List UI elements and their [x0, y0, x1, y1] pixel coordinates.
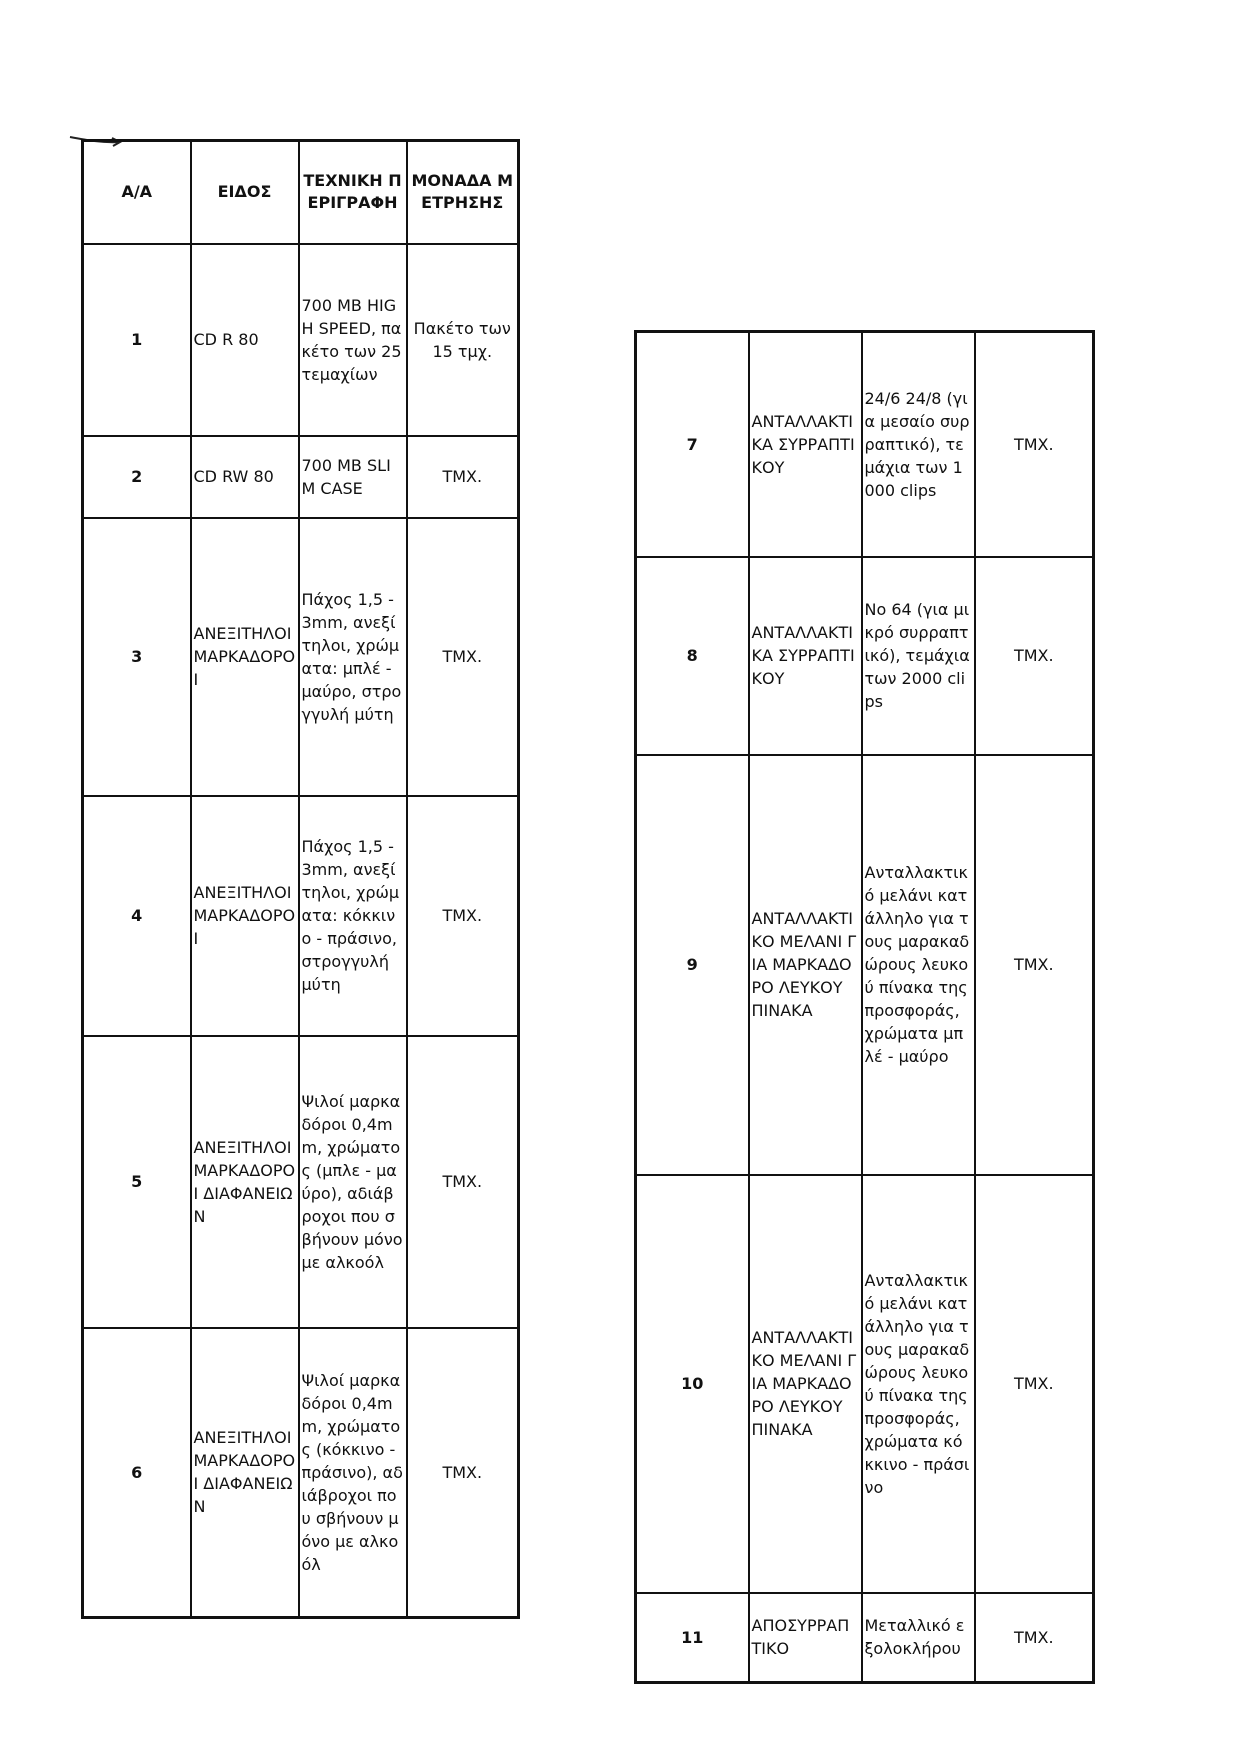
header-item: ΕΙΔΟΣ [191, 141, 299, 244]
row-description: Πάχος 1,5 - 3mm, ανεξίτηλοι, χρώματα: κόκκινο - πράσινο, στρογγυλή μύτη [299, 796, 407, 1036]
header-aa: Α/Α [83, 141, 191, 244]
row-item: ΑΝΤΑΛΛΑΚΤΙΚΑ ΣΥΡΡΑΠΤΙΚΟΥ [749, 332, 862, 557]
row-number: 5 [83, 1036, 191, 1328]
row-number: 3 [83, 518, 191, 796]
row-item: ΑΝΕΞΙΤΗΛΟΙ ΜΑΡΚΑΔΟΡΟΙ ΔΙΑΦΑΝΕΙΩΝ [191, 1036, 299, 1328]
table-row [636, 1175, 1094, 1593]
row-item: ΑΝΕΞΙΤΗΛΟΙ ΜΑΡΚΑΔΟΡΟΙ [191, 796, 299, 1036]
row-description: Νο 64 (για μικρό συρραπτικό), τεμάχια των 2000 clips [862, 557, 975, 755]
row-number: 1 [83, 244, 191, 436]
row-unit: ΤΜΧ. [407, 1036, 519, 1328]
row-description: Ανταλλακτικό μελάνι κατάλληλο για τους μαρακαδώρους λευκού πίνακα της προσφοράς, χρώματα κόκκινο - πράσινο [862, 1175, 975, 1593]
left-spec-table [81, 139, 520, 1619]
row-unit: Πακέτο των 15 τμχ. [407, 244, 519, 436]
right-spec-table [634, 330, 1095, 1684]
table-row [636, 557, 1094, 755]
row-item: CD RW 80 [191, 436, 299, 518]
row-unit: ΤΜΧ. [407, 436, 519, 518]
row-number: 7 [636, 332, 749, 557]
row-number: 11 [636, 1593, 749, 1683]
row-item: ΑΝΤΑΛΛΑΚΤΙΚΟ ΜΕΛΑΝΙ ΓΙΑ ΜΑΡΚΑΔΟΡΟ ΛΕΥΚΟΥ ΠΙΝΑΚΑ [749, 1175, 862, 1593]
row-description: 24/6 24/8 (για μεσαίο συρραπτικό), τεμάχια των 1000 clips [862, 332, 975, 557]
row-item: ΑΝΤΑΛΛΑΚΤΙΚΑ ΣΥΡΡΑΠΤΙΚΟΥ [749, 557, 862, 755]
row-description: 700 MB SLIM CASE [299, 436, 407, 518]
table-row [83, 518, 519, 796]
row-unit: ΤΜΧ. [975, 755, 1094, 1175]
table-row [83, 436, 519, 518]
table-row [636, 1593, 1094, 1683]
row-unit: ΤΜΧ. [975, 1593, 1094, 1683]
row-description: Πάχος 1,5 - 3mm, ανεξίτηλοι, χρώματα: μπλέ - μαύρο, στρογγυλή μύτη [299, 518, 407, 796]
table-row [636, 755, 1094, 1175]
table-row [83, 796, 519, 1036]
row-unit: ΤΜΧ. [407, 796, 519, 1036]
header-unit: ΜΟΝΑΔΑ ΜΕΤΡΗΣΗΣ [407, 141, 519, 244]
row-unit: ΤΜΧ. [407, 1328, 519, 1618]
row-item: ΑΝΤΑΛΛΑΚΤΙΚΟ ΜΕΛΑΝΙ ΓΙΑ ΜΑΡΚΑΔΟΡΟ ΛΕΥΚΟΥ ΠΙΝΑΚΑ [749, 755, 862, 1175]
row-unit: ΤΜΧ. [975, 557, 1094, 755]
row-number: 9 [636, 755, 749, 1175]
row-item: ΑΝΕΞΙΤΗΛΟΙ ΜΑΡΚΑΔΟΡΟΙ ΔΙΑΦΑΝΕΙΩΝ [191, 1328, 299, 1618]
row-item: ΑΠΟΣΥΡΡΑΠΤΙΚΟ [749, 1593, 862, 1683]
row-item: CD R 80 [191, 244, 299, 436]
left-header-row [83, 141, 519, 244]
table-row [83, 1328, 519, 1618]
row-unit: ΤΜΧ. [407, 518, 519, 796]
row-description: Ψιλοί μαρκαδόροι 0,4mm, χρώματος (μπλε - μαύρο), αδιάβροχοι που σβήνουν μόνο με αλκοόλ [299, 1036, 407, 1328]
row-number: 10 [636, 1175, 749, 1593]
row-number: 6 [83, 1328, 191, 1618]
row-number: 8 [636, 557, 749, 755]
row-number: 2 [83, 436, 191, 518]
row-description: Μεταλλικό εξολοκλήρου [862, 1593, 975, 1683]
header-description: ΤΕΧΝΙΚΗ ΠΕΡΙΓΡΑΦΗ [299, 141, 407, 244]
row-description: 700 MB HIGH SPEED, πακέτο των 25 τεμαχίων [299, 244, 407, 436]
row-unit: ΤΜΧ. [975, 332, 1094, 557]
row-description: Ψιλοί μαρκαδόροι 0,4mm, χρώματος (κόκκινο - πράσινο), αδιάβροχοι που σβήνουν μόνο με αλκοόλ [299, 1328, 407, 1618]
row-description: Ανταλλακτικό μελάνι κατάλληλο για τους μαρακαδώρους λευκού πίνακα της προσφοράς, χρώματα μπλέ - μαύρο [862, 755, 975, 1175]
table-row [83, 1036, 519, 1328]
table-row [636, 332, 1094, 557]
table-row [83, 244, 519, 436]
row-unit: ΤΜΧ. [975, 1175, 1094, 1593]
row-item: ΑΝΕΞΙΤΗΛΟΙ ΜΑΡΚΑΔΟΡΟΙ [191, 518, 299, 796]
row-number: 4 [83, 796, 191, 1036]
